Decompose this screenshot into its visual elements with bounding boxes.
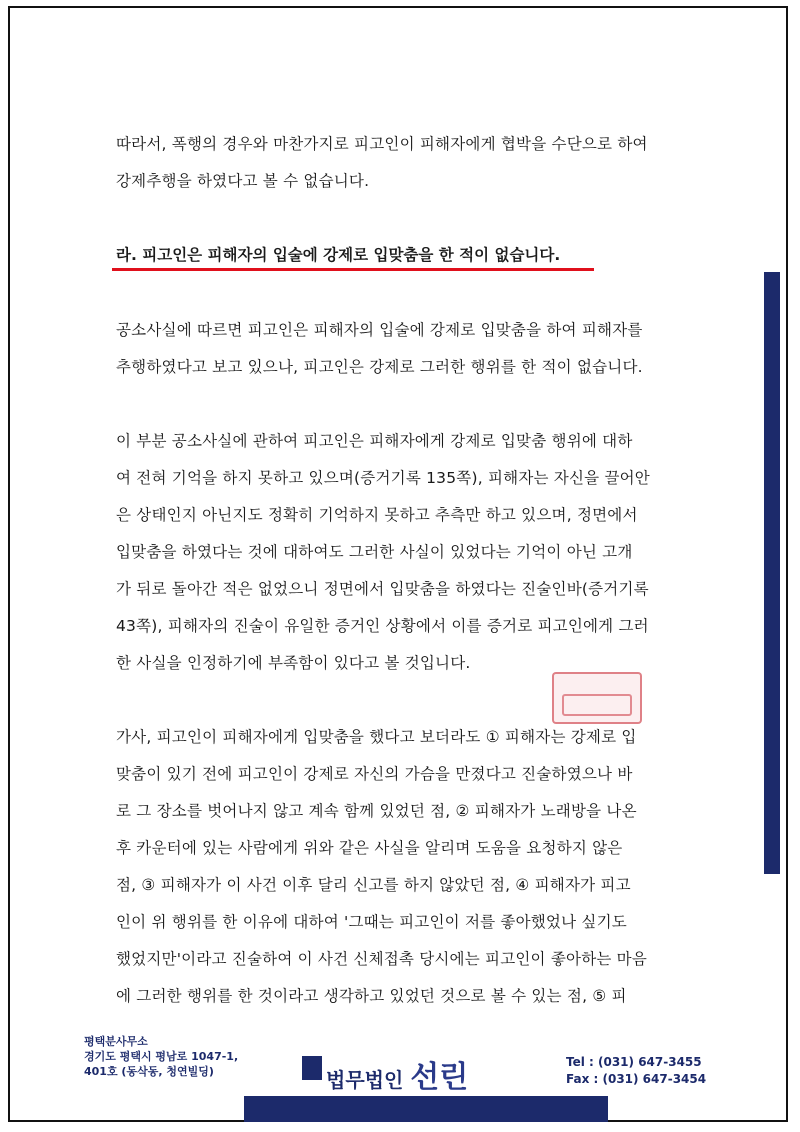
text-line: 인이 위 행위를 한 이유에 대하여 '그때는 피고인이 저를 좋아했었나 싶기도 <box>116 913 627 931</box>
seal-stamp <box>552 672 642 724</box>
text-line: 에 그러한 행위를 한 것이라고 생각하고 있었던 것으로 볼 수 있는 점, ⑤ 피 <box>116 987 627 1005</box>
firm-logo-name: 선린 <box>410 1060 469 1095</box>
text-line: 가사, 피고인이 피해자에게 입맞춤을 했다고 보더라도 ① 피해자는 강제로 입 <box>116 728 637 746</box>
office-address-line1: 경기도 평택시 평남로 1047-1, <box>84 1050 239 1063</box>
text-line: 한 사실을 인정하기에 부족함이 있다고 볼 것입니다. <box>116 654 471 672</box>
text-line: 점, ③ 피해자가 이 사건 이후 달리 신고를 하지 않았던 점, ④ 피해자가 피고 <box>116 876 631 894</box>
text-line: 가 뒤로 돌아간 적은 없었으니 정면에서 입맞춤을 하였다는 진술인바(증거기록 <box>116 580 649 598</box>
text-line: 공소사실에 따르면 피고인은 피해자의 입술에 강제로 입맞춤을 하여 피해자를 <box>116 321 643 339</box>
firm-logo-prefix: 법무법인 <box>326 1068 404 1092</box>
text-line: 강제추행을 하였다고 볼 수 없습니다. <box>116 172 370 190</box>
text-line: 43쪽), 피해자의 진술이 유일한 증거인 상황에서 이를 증거로 피고인에게 그러 <box>116 617 649 635</box>
section-heading: 라. 피고인은 피해자의 입술에 강제로 입맞춤을 한 적이 없습니다. <box>116 246 561 264</box>
seal-stamp-inner <box>562 694 632 716</box>
paragraph-2 <box>116 312 686 386</box>
paragraph-1 <box>116 126 686 200</box>
text-line: 따라서, 폭행의 경우와 마찬가지로 피고인이 피해자에게 협박을 수단으로 하여 <box>116 135 648 153</box>
fax-number: Fax : (031) 647-3454 <box>566 1072 707 1086</box>
side-accent-bar <box>764 272 780 874</box>
text-line: 맞춤이 있기 전에 피고인이 강제로 자신의 가슴을 만졌다고 진술하였으나 바 <box>116 765 633 783</box>
firm-logo <box>326 1052 468 1096</box>
contact-info <box>566 1054 706 1088</box>
footer-band <box>244 1096 608 1122</box>
text-line: 로 그 장소를 벗어나지 않고 계속 함께 있었던 점, ② 피해자가 노래방을 나온 <box>116 802 637 820</box>
text-line: 여 전혀 기억을 하지 못하고 있으며(증거기록 135쪽), 피해자는 자신을 끌어안 <box>116 469 650 487</box>
paragraph-3 <box>116 423 686 682</box>
office-info <box>84 1034 238 1079</box>
paragraph-4 <box>116 719 686 1015</box>
text-line: 추행하였다고 보고 있으나, 피고인은 강제로 그러한 행위를 한 적이 없습니다. <box>116 358 643 376</box>
phone-number: Tel : (031) 647-3455 <box>566 1055 702 1069</box>
text-line: 했었지만'이라고 진술하여 이 사건 신체접촉 당시에는 피고인이 좋아하는 마음 <box>116 950 648 968</box>
text-line: 입맞춤을 하였다는 것에 대하여도 그러한 사실이 있었다는 기억이 아닌 고개 <box>116 543 633 561</box>
letterhead-footer <box>0 1030 800 1122</box>
text-line: 후 카운터에 있는 사람에게 위와 같은 사실을 알리며 도움을 요청하지 않은 <box>116 839 623 857</box>
firm-logo-icon <box>302 1056 322 1080</box>
text-line: 은 상태인지 아닌지도 정확히 기억하지 못하고 추측만 하고 있으며, 정면에서 <box>116 506 638 524</box>
text-line: 이 부분 공소사실에 관하여 피고인은 피해자에게 강제로 입맞춤 행위에 대하 <box>116 432 633 450</box>
heading-underline <box>112 268 594 271</box>
office-address-line2: 401호 (동삭동, 청연빌딩) <box>84 1065 214 1078</box>
office-name: 평택분사무소 <box>84 1035 148 1048</box>
